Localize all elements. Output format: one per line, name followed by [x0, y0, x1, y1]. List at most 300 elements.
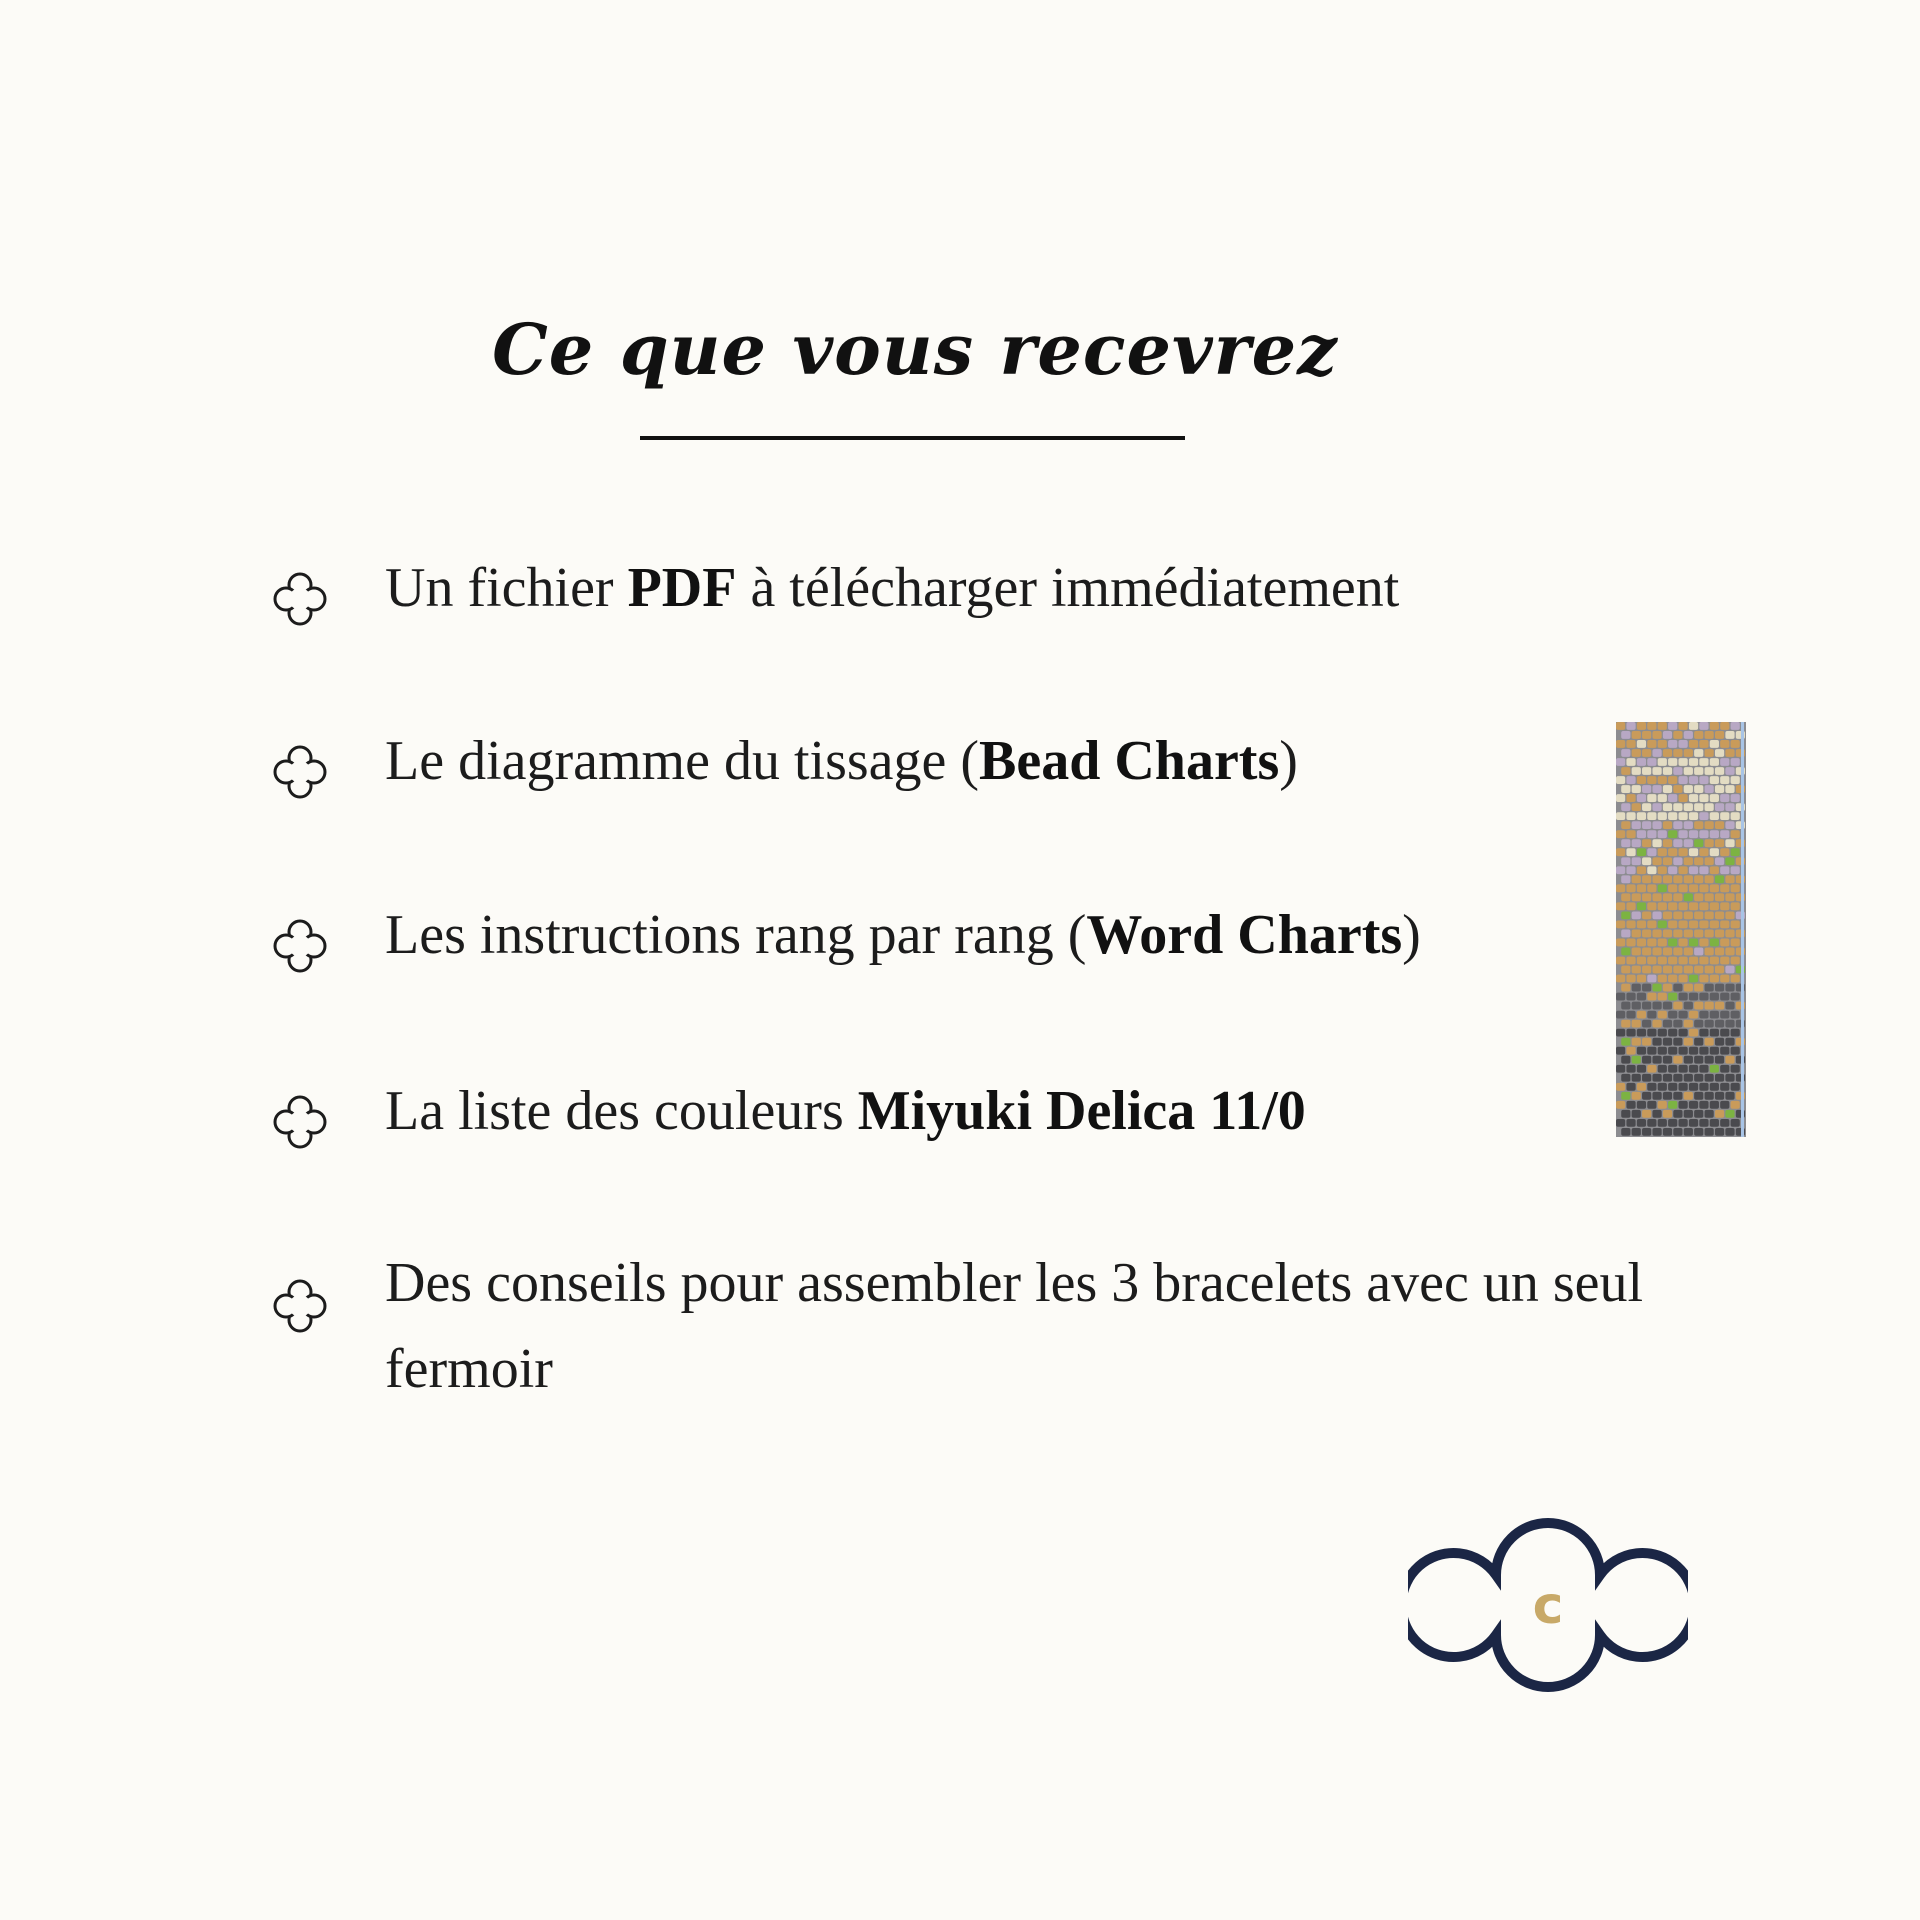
- bead: [1673, 803, 1682, 811]
- bead: [1626, 1011, 1635, 1019]
- bead: [1715, 911, 1724, 919]
- bead: [1705, 839, 1714, 847]
- bead: [1658, 902, 1667, 910]
- bead: [1637, 993, 1646, 1001]
- bead: [1705, 1002, 1714, 1010]
- bead: [1725, 857, 1734, 865]
- quatrefoil-outline-icon: [266, 565, 334, 633]
- bead: [1694, 893, 1703, 901]
- item-text: Les instructions rang par rang (Word Charts): [385, 904, 1421, 966]
- bead: [1668, 794, 1677, 802]
- bead: [1673, 911, 1682, 919]
- bead: [1705, 984, 1714, 992]
- bead: [1710, 1047, 1719, 1055]
- bead: [1647, 884, 1656, 892]
- bead: [1720, 1011, 1729, 1019]
- bead: [1637, 812, 1646, 820]
- bead: [1663, 1128, 1672, 1136]
- bead: [1684, 1110, 1693, 1118]
- bead: [1626, 866, 1635, 874]
- bead: [1731, 740, 1740, 748]
- bead: [1679, 848, 1688, 856]
- item-text: Un fichier PDF à télécharger immédiatement: [385, 557, 1400, 619]
- bead: [1616, 848, 1625, 856]
- bead: [1731, 1101, 1740, 1109]
- bead: [1652, 948, 1661, 956]
- bead: [1689, 1011, 1698, 1019]
- bead: [1731, 794, 1740, 802]
- bead: [1663, 785, 1672, 793]
- bead: [1668, 884, 1677, 892]
- bead: [1663, 767, 1672, 775]
- bead: [1626, 975, 1635, 983]
- bead: [1684, 821, 1693, 829]
- bead: [1658, 975, 1667, 983]
- bead: [1668, 1119, 1677, 1127]
- bead: [1652, 731, 1661, 739]
- bead: [1647, 902, 1656, 910]
- bead: [1725, 731, 1734, 739]
- bead: [1668, 758, 1677, 766]
- bead: [1632, 1002, 1641, 1010]
- bead: [1647, 1065, 1656, 1073]
- bead: [1679, 884, 1688, 892]
- bead: [1652, 1128, 1661, 1136]
- bead: [1720, 993, 1729, 1001]
- bead: [1616, 884, 1625, 892]
- bead: [1710, 884, 1719, 892]
- bead: [1710, 740, 1719, 748]
- bead: [1731, 884, 1740, 892]
- bead: [1679, 993, 1688, 1001]
- bead: [1626, 939, 1635, 947]
- bead: [1626, 1029, 1635, 1037]
- bead: [1632, 839, 1641, 847]
- bead: [1705, 930, 1714, 938]
- bead: [1689, 1065, 1698, 1073]
- bead: [1637, 939, 1646, 947]
- logo-letter: c: [1532, 1576, 1564, 1636]
- bead: [1626, 794, 1635, 802]
- title-underline: [640, 436, 1185, 440]
- bead: [1699, 740, 1708, 748]
- bead: [1679, 975, 1688, 983]
- bead: [1689, 830, 1698, 838]
- bead: [1673, 749, 1682, 757]
- bead: [1679, 902, 1688, 910]
- bead: [1663, 857, 1672, 865]
- bead: [1663, 1074, 1672, 1082]
- bead: [1652, 1074, 1661, 1082]
- bead: [1684, 785, 1693, 793]
- bead: [1725, 839, 1734, 847]
- bead: [1632, 1128, 1641, 1136]
- bead: [1647, 776, 1656, 784]
- bead: [1616, 830, 1625, 838]
- bead: [1632, 911, 1641, 919]
- bead: [1647, 1011, 1656, 1019]
- bead: [1632, 857, 1641, 865]
- bead: [1689, 902, 1698, 910]
- bead: [1705, 875, 1714, 883]
- bead: [1673, 930, 1682, 938]
- bead: [1694, 1002, 1703, 1010]
- bead: [1694, 1038, 1703, 1046]
- bead: [1720, 812, 1729, 820]
- bead: [1632, 1074, 1641, 1082]
- bead: [1684, 731, 1693, 739]
- bead: [1694, 785, 1703, 793]
- bead: [1720, 758, 1729, 766]
- bead: [1715, 731, 1724, 739]
- bead: [1699, 1065, 1708, 1073]
- bead: [1679, 1101, 1688, 1109]
- bead: [1689, 812, 1698, 820]
- bead: [1621, 821, 1630, 829]
- bead: [1710, 939, 1719, 947]
- bead: [1621, 839, 1630, 847]
- bead: [1694, 1074, 1703, 1082]
- bead: [1647, 957, 1656, 965]
- bead: [1663, 839, 1672, 847]
- bead: [1731, 993, 1740, 1001]
- bead: [1647, 1029, 1656, 1037]
- bead: [1637, 1029, 1646, 1037]
- bead: [1658, 1065, 1667, 1073]
- bead: [1658, 794, 1667, 802]
- bead: [1725, 785, 1734, 793]
- bead: [1616, 866, 1625, 874]
- bead: [1720, 884, 1729, 892]
- bead: [1694, 857, 1703, 865]
- bead: [1689, 1083, 1698, 1091]
- bead: [1663, 731, 1672, 739]
- bead: [1684, 1074, 1693, 1082]
- bead: [1684, 1002, 1693, 1010]
- bead: [1720, 1083, 1729, 1091]
- bead: [1632, 749, 1641, 757]
- bead: [1642, 948, 1651, 956]
- bead: [1637, 848, 1646, 856]
- bead: [1694, 821, 1703, 829]
- bead: [1720, 902, 1729, 910]
- bead: [1647, 975, 1656, 983]
- bead: [1689, 975, 1698, 983]
- bead: [1658, 758, 1667, 766]
- bead: [1689, 1101, 1698, 1109]
- bead: [1731, 830, 1740, 838]
- bead: [1689, 939, 1698, 947]
- bead: [1642, 984, 1651, 992]
- bead: [1725, 1128, 1734, 1136]
- bead: [1637, 902, 1646, 910]
- bead: [1632, 803, 1641, 811]
- bead: [1705, 911, 1714, 919]
- bead: [1694, 930, 1703, 938]
- bead: [1642, 1074, 1651, 1082]
- bead: [1647, 848, 1656, 856]
- bead: [1731, 812, 1740, 820]
- bead: [1658, 884, 1667, 892]
- bead: [1684, 839, 1693, 847]
- bead: [1699, 794, 1708, 802]
- bead: [1673, 1020, 1682, 1028]
- bead: [1699, 884, 1708, 892]
- bead: [1621, 749, 1630, 757]
- bead: [1668, 1047, 1677, 1055]
- bead: [1637, 1011, 1646, 1019]
- bead: [1684, 966, 1693, 974]
- bead: [1715, 1056, 1724, 1064]
- bead: [1699, 939, 1708, 947]
- bead: [1637, 830, 1646, 838]
- bead: [1642, 1038, 1651, 1046]
- bead: [1663, 1038, 1672, 1046]
- bead: [1679, 957, 1688, 965]
- bead: [1725, 966, 1734, 974]
- bead: [1720, 1101, 1729, 1109]
- bead: [1715, 893, 1724, 901]
- bead: [1689, 920, 1698, 928]
- bead: [1731, 758, 1740, 766]
- bead: [1725, 893, 1734, 901]
- bead: [1731, 975, 1740, 983]
- bead: [1668, 993, 1677, 1001]
- bead: [1725, 1110, 1734, 1118]
- bead: [1647, 722, 1656, 730]
- bead: [1705, 821, 1714, 829]
- bead: [1731, 1011, 1740, 1019]
- bead: [1658, 812, 1667, 820]
- bead: [1684, 893, 1693, 901]
- bead: [1668, 866, 1677, 874]
- bead: [1626, 902, 1635, 910]
- bead: [1673, 767, 1682, 775]
- bead: [1663, 875, 1672, 883]
- bead: [1626, 722, 1635, 730]
- bead: [1647, 1101, 1656, 1109]
- bead: [1626, 776, 1635, 784]
- bead: [1710, 794, 1719, 802]
- bead: [1663, 911, 1672, 919]
- bead: [1673, 857, 1682, 865]
- bead: [1705, 767, 1714, 775]
- bead: [1642, 785, 1651, 793]
- bead: [1699, 1011, 1708, 1019]
- bead: [1632, 984, 1641, 992]
- bead: [1715, 803, 1724, 811]
- bead: [1699, 957, 1708, 965]
- bead: [1679, 920, 1688, 928]
- bead: [1621, 1020, 1630, 1028]
- bead: [1658, 1047, 1667, 1055]
- bead: [1668, 1011, 1677, 1019]
- bead: [1658, 957, 1667, 965]
- bead: [1715, 1002, 1724, 1010]
- bead: [1626, 920, 1635, 928]
- bead: [1668, 902, 1677, 910]
- bead: [1720, 1047, 1729, 1055]
- bead: [1621, 893, 1630, 901]
- bead: [1715, 930, 1724, 938]
- bead: [1637, 920, 1646, 928]
- bead: [1632, 1020, 1641, 1028]
- bead: [1725, 821, 1734, 829]
- bead: [1673, 1002, 1682, 1010]
- bead: [1637, 776, 1646, 784]
- bead: [1652, 930, 1661, 938]
- bead: [1689, 758, 1698, 766]
- bead: [1621, 785, 1630, 793]
- bead: [1658, 776, 1667, 784]
- bead: [1725, 930, 1734, 938]
- bead: [1720, 1029, 1729, 1037]
- bead: [1673, 966, 1682, 974]
- bead: [1699, 722, 1708, 730]
- bead: [1663, 821, 1672, 829]
- bead: [1699, 1047, 1708, 1055]
- bead: [1647, 993, 1656, 1001]
- bead: [1668, 722, 1677, 730]
- bead: [1731, 902, 1740, 910]
- bead: [1637, 740, 1646, 748]
- bead: [1725, 948, 1734, 956]
- bead: [1705, 966, 1714, 974]
- bead: [1647, 1047, 1656, 1055]
- bead: [1679, 1047, 1688, 1055]
- bead: [1673, 1056, 1682, 1064]
- bead: [1715, 984, 1724, 992]
- bead: [1658, 1083, 1667, 1091]
- bead: [1642, 1128, 1651, 1136]
- bead: [1694, 1128, 1703, 1136]
- bead: [1725, 767, 1734, 775]
- bead: [1705, 749, 1714, 757]
- bead: [1616, 975, 1625, 983]
- bead: [1663, 1092, 1672, 1100]
- bead: [1699, 776, 1708, 784]
- bead: [1642, 839, 1651, 847]
- bead: [1647, 794, 1656, 802]
- bead: [1626, 830, 1635, 838]
- bead: [1699, 902, 1708, 910]
- bead: [1731, 1029, 1740, 1037]
- bead: [1679, 1083, 1688, 1091]
- bead: [1658, 740, 1667, 748]
- bead: [1679, 1065, 1688, 1073]
- bead: [1705, 1020, 1714, 1028]
- bead: [1699, 1083, 1708, 1091]
- bead: [1616, 722, 1625, 730]
- bead: [1621, 875, 1630, 883]
- bead: [1679, 740, 1688, 748]
- bead: [1720, 957, 1729, 965]
- bead: [1652, 1020, 1661, 1028]
- bead: [1705, 857, 1714, 865]
- bead: [1616, 902, 1625, 910]
- bead: [1684, 1092, 1693, 1100]
- bead: [1710, 1101, 1719, 1109]
- bead: [1632, 785, 1641, 793]
- bead: [1731, 1047, 1740, 1055]
- bead: [1694, 749, 1703, 757]
- bead: [1616, 1101, 1625, 1109]
- bead: [1642, 893, 1651, 901]
- bead: [1647, 758, 1656, 766]
- bead: [1668, 1065, 1677, 1073]
- bead: [1673, 1092, 1682, 1100]
- bead: [1679, 830, 1688, 838]
- bead: [1673, 875, 1682, 883]
- bead: [1720, 866, 1729, 874]
- bead: [1689, 1047, 1698, 1055]
- bead: [1720, 722, 1729, 730]
- bead: [1668, 939, 1677, 947]
- bead: [1689, 1029, 1698, 1037]
- quatrefoil-logo: [1408, 1465, 1688, 1745]
- bead: [1658, 722, 1667, 730]
- bead: [1731, 1119, 1740, 1127]
- bead: [1715, 948, 1724, 956]
- bead: [1616, 1065, 1625, 1073]
- bead: [1621, 1038, 1630, 1046]
- bead: [1725, 1056, 1734, 1064]
- bead: [1720, 975, 1729, 983]
- bead: [1684, 948, 1693, 956]
- bead: [1679, 794, 1688, 802]
- bead: [1720, 740, 1729, 748]
- quatrefoil-outline-icon: [266, 1088, 334, 1156]
- bead: [1616, 1029, 1625, 1037]
- bead: [1684, 930, 1693, 938]
- bead: [1679, 939, 1688, 947]
- bead: [1715, 1110, 1724, 1118]
- bead: [1642, 1056, 1651, 1064]
- bead: [1684, 911, 1693, 919]
- bead: [1679, 722, 1688, 730]
- quatrefoil-outline-icon: [266, 1272, 334, 1340]
- item-text: Le diagramme du tissage (Bead Charts): [385, 730, 1298, 792]
- bead: [1694, 1056, 1703, 1064]
- bead: [1694, 1020, 1703, 1028]
- bead: [1668, 812, 1677, 820]
- bead: [1694, 875, 1703, 883]
- bead: [1658, 920, 1667, 928]
- bead: [1731, 722, 1740, 730]
- bead: [1663, 893, 1672, 901]
- bead: [1637, 1083, 1646, 1091]
- bead: [1668, 848, 1677, 856]
- bead-pattern-image: [1616, 722, 1746, 1137]
- bead: [1705, 948, 1714, 956]
- bead: [1658, 1101, 1667, 1109]
- bead: [1684, 1128, 1693, 1136]
- bead: [1710, 902, 1719, 910]
- bead: [1694, 1110, 1703, 1118]
- bead: [1705, 1056, 1714, 1064]
- bead: [1663, 930, 1672, 938]
- bead: [1652, 1038, 1661, 1046]
- quatrefoil-outline-icon: [266, 738, 334, 806]
- bead: [1632, 1056, 1641, 1064]
- bead: [1715, 1038, 1724, 1046]
- bead: [1616, 920, 1625, 928]
- bead: [1632, 893, 1641, 901]
- bead: [1616, 794, 1625, 802]
- bead: [1668, 1083, 1677, 1091]
- bead: [1705, 1038, 1714, 1046]
- bead: [1705, 803, 1714, 811]
